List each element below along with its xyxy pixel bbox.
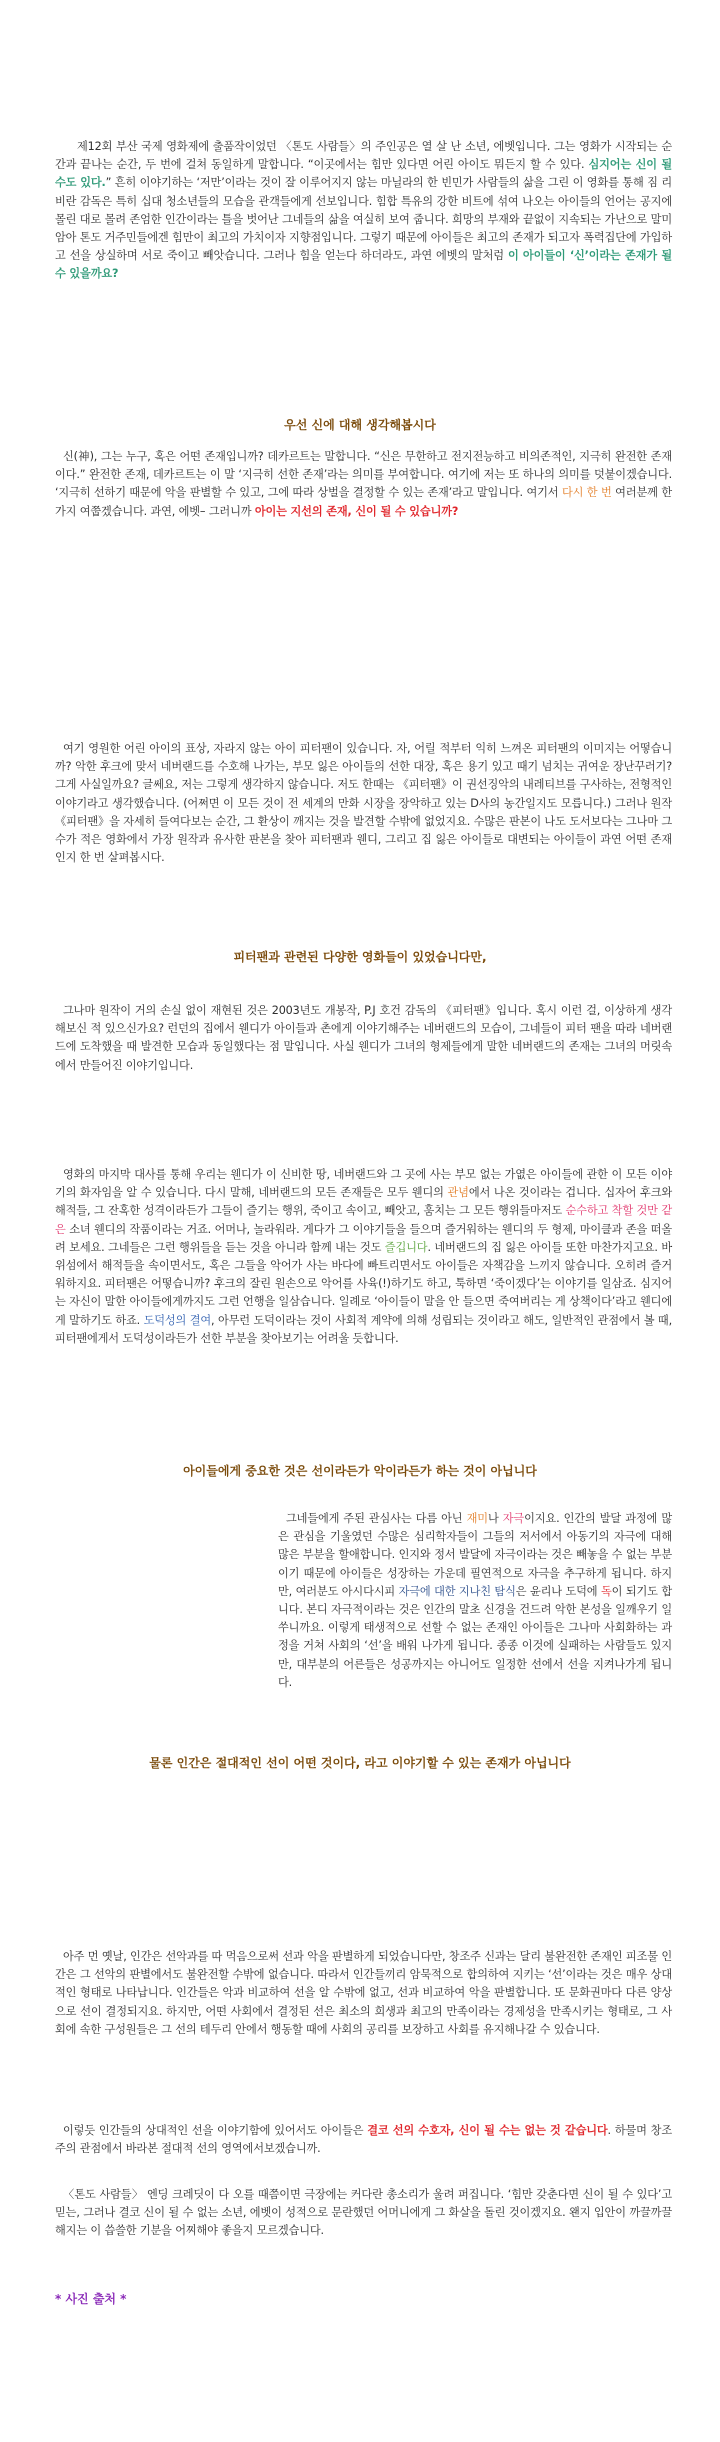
dialogue-text-e: , 아무런 도덕이라는 것이 사회적 계약에 의해 성립되는 것이라고 해도, 일반적인 관점에서 볼 때, 피터팬에게서 도덕성이라든가 선한 부분을 찾아보기는 어려울 듯합니다. (55, 1313, 672, 1345)
section-heading-films: 피터팬과 관련된 다양한 영화들이 있었습니다만, (233, 950, 487, 964)
dialogue-highlight-enjoy: 즐깁니다 (384, 1240, 428, 1254)
god-highlight-question: 아이는 지선의 존재, 신이 될 수 있습니까? (254, 504, 459, 518)
interest-highlight-craving: 자극에 대한 지나친 탐식 (398, 1584, 516, 1598)
film-paragraph: 그나마 원작이 거의 손실 없이 재현된 것은 2003년도 개봉작, P.J 호건 감독의 《피터팬》입니다. 혹시 이런 걸, 이상하게 생각해보신 적 있으신가요? 런던의 집에서 웬디가 아이들과 촌에게 이야기해주는 네버랜드의 모습이, 그네들이 피터 팬을 따라 네버랜드에 도착했을 때 발견한 모습과 동일했다는 점 말입니다. 사실 웬디가 그녀의 형제들에게 말한 네버랜드의 존재는 그녀의 머릿속에서 만들어진 이야기입니다. (55, 1004, 672, 1072)
intro-highlight-question: 이 아이들이 ‘신’이라는 존재가 될 수 있을까요? (55, 249, 672, 281)
god-text-1: 신(神), 그는 누구, 혹은 어떤 존재입니까? 데카르트는 말합니다. “신은 무한하고 전지전능하고 비의존적인, 지극히 완전한 존재이다.” 완전한 존재, 데카르트는 이 말 ‘지극히 선한 존재’라는 의미를 부여합니다. 여기에 저는 또 하나의 의미를 덧붙이겠습니다. ‘지극히 선하기 때문에 악을 판별할 수 있고, 그에 따라 상벌을 결정할 수 있는 존재’라고 말입니다. 여기서 (55, 450, 672, 500)
dialogue-paragraph (55, 1166, 672, 1348)
dialogue-highlight-idea: 관념 (447, 1186, 469, 1200)
peterpan-paragraph: 여기 영원한 어린 아이의 표상, 자라지 않는 아이 피터팬이 있습니다. 자, 어릴 적부터 익히 느껴온 피터팬의 이미지는 어떻습니까? 악한 후크에 맞서 네버랜드를 수호해 나가는, 부모 잃은 아이들의 선한 대장, 혹은 용기 있고 때기 넘치는 귀여운 장난꾸러기? 그게 사실일까요? 글쎄요, 저는 그렇게 생각하지 않습니다. 저도 한때는 《피터팬》이 권선징악의 내레티브를 구사하는, 전형적인 이야기라고 생각했습니다. (어쩌면 이 모든 것이 전 세계의 만화 시장을 장악하고 있는 D사의 농간일지도 모릅니다.) 그러나 원작 《피터팬》을 자세히 들여다보는 순간, 그 환상이 깨지는 것을 발견할 수밖에 없었지요. 수많은 판본이 나도 도서보다는 그나마 그 수가 적은 영화에서 가장 원작과 유사한 판본을 찾아 피터팬과 웬디, 그리고 집 잃은 아이들로 대변되는 아이들이 과연 어떤 존재인지 한 번 살펴봅시다. (55, 742, 672, 865)
god-highlight-again: 다시 한 번 (561, 486, 612, 500)
interest-text-a: 그네들에게 주된 관심사는 다름 아닌 (286, 1512, 467, 1525)
photo-source: * 사진 출처 * (55, 2292, 127, 2306)
dialogue-highlight-morality: 도덕성의 결여 (143, 1313, 212, 1327)
intro-text-1: 제12회 부산 국제 영화제에 출품작이었던 〈톤도 사람들〉의 주인공은 열 살 난 소년, 에벳입니다. 그는 영화가 시작되는 순간과 끝나는 순간, 두 번에 걸쳐 동일하게 말합니다. “이곳에서는 힘만 있다면 어린 아이도 뭐든지 할 수 있다. (55, 140, 672, 172)
interest-text-c: 은 윤리나 도덕에 (515, 1584, 601, 1598)
dialogue-highlight-innocent: 순수하고 착할 것만 같은 (55, 1204, 672, 1236)
relative-text-a: 이렇듯 인간들의 상대적인 선을 이야기함에 있어서도 아이들은 (63, 2124, 368, 2137)
dialogue-text-c: 소녀 웬디의 작품이라는 거죠. 어머나, 놀라워라. 게다가 그 이야기들을 들으며 즐거워하는 웬디의 두 형제, 마이클과 존을 떠올려 보세요. 그네들은 그런 행위들을 듣는 것을 아니라 함께 내는 것도 (55, 1222, 672, 1254)
interest-highlight-stimulus: 자극 (502, 1512, 525, 1525)
dialogue-text-b: 에서 나온 것이라는 겁니다. 십자어 후크와 해적들, 그 잔혹한 성격이라든가 그들이 즐기는 행위, 죽이고 속이고, 빼앗고, 훔치는 그 모든 행위들마저도 (55, 1186, 673, 1218)
intro-text-2: ” 흔히 이야기하는 ‘저만’이라는 것이 잘 이루어지지 않는 마닐라의 한 빈민가 사람들의 삶을 그린 이 영화를 통해 짐 리비란 감독은 특히 십대 청소년들의 모습을 관객들에게 선보입니다. 힘합 특유의 강한 비트에 섞여 나오는 아이들의 언어는 공지에 몰린 대로 몰려 존엄한 인간이라는 틀을 벗어난 그네들의 삶을 여실히 보여 줍니다. 희망의 부재와 끝없이 지속되는 가난으로 말미암아 톤도 거주민들에겐 힘만이 최고의 가치이자 지향점입니다. 그렇기 때문에 아이들은 최고의 존재가 되고자 폭력집단에 가입하고 선을 상실하며 서로 죽이고 빼앗습니다. 그러나 힘을 얻는다 하더라도, 과연 에벳의 말처럼 (55, 176, 672, 263)
interest-text-d: 이 되기도 합니다. 본디 자극적이라는 것은 인간의 말초 신경을 건드려 악한 본성을 일깨우기 일쑤니까요. 이렇게 태생적으로 선할 수 없는 존재인 아이들은 그나마 사회화하는 과정을 거쳐 사회의 ‘선’을 배워 나가게 됩니다. 종종 이것에 실패하는 사람들도 있지만, 대부분의 어른들은 성공까지는 아니어도 일정한 선에서 선을 지켜나가게 됩니다. (278, 1584, 672, 1689)
interest-text-mid: 나 (487, 1512, 503, 1525)
society-paragraph: 아주 먼 옛날, 인간은 선악과를 따 먹음으로써 선과 악을 판별하게 되었습니다만, 창조주 신과는 달리 불완전한 존재인 피조물 인간은 그 선악의 판별에서도 불완전할 수밖에 없습니다. 따라서 인간들끼리 암묵적으로 합의하여 지키는 ‘선’이라는 것은 매우 상대적인 형태로 나타납니다. 인간들은 악과 비교하여 선을 알 수밖에 없고, 선과 비교하여 악을 판별합니다. 또 문화권마다 다른 양상으로 선이 결정되지요. 하지만, 어떤 사회에서 결정된 선은 최소의 희생과 최고의 만족이라는 경제성을 만족시키는 형태로, 그 사회에 속한 구성원들은 그 선의 테두리 안에서 행동할 때에 사회의 공리를 보장하고 사회를 유지해나갈 수 있습니다. (55, 1950, 672, 2036)
interest-highlight-fun: 재미 (466, 1512, 488, 1525)
ending-paragraph: 〈톤도 사람들〉 엔딩 크레딧이 다 오를 때쯤이면 극장에는 커다란 총소리가 울려 퍼집니다. ‘힘만 갖춘다면 신이 될 수 있다’고 믿는, 그러나 결코 신이 될 수 없는 소년, 에벳이 성적으로 문란했던 어머니에게 그 화살을 돌린 것이겠지요. 왠지 입안이 까끌까끌해지는 이 씁쓸한 기분을 어찌해야 좋을지 모르겠습니다. (55, 2188, 672, 2238)
relative-highlight: 결코 선의 수호자, 신이 될 수는 없는 것 같습니다 (367, 2124, 608, 2137)
intro-paragraph (55, 138, 672, 284)
god-paragraph (55, 448, 672, 521)
intro-highlight-god: 심지어는 신이 될 수도 있다. (55, 158, 672, 190)
dialogue-text-a: 영화의 마지막 대사를 통해 우리는 웬디가 이 신비한 땅, 네버랜드와 그 곳에 사는 부모 없는 가엾은 아이들에 관한 이 모든 이야기의 화자임을 알 수 있습니다. 다시 말해, 네버랜드의 모든 존재들은 모두 웬디의 (55, 1168, 672, 1200)
interest-text-b: 이지요. 인간의 발달 과정에 많은 관심을 기울였던 수많은 심리학자들이 그들의 저서에서 아동기의 자극에 대해 많은 부분을 할애합니다. 인지와 정서 발달에 자극이라는 것은 빼놓을 수 없는 부분이기 때문에 아이들은 성장하는 가운데 필연적으로 자극을 추구하게 됩니다. 하지만, 여러분도 아시다시피 (278, 1512, 672, 1598)
relative-text-b: . 하물며 창조주의 관점에서 바라본 절대적 선의 영역에서보겠습니까. (55, 2124, 672, 2156)
interest-highlight-poison: 독 (600, 1584, 612, 1598)
section-heading-children: 아이들에게 중요한 것은 선이라든가 악이라든가 하는 것이 아닙니다 (183, 1464, 537, 1478)
interest-paragraph (278, 1510, 672, 1692)
relative-paragraph (55, 2122, 672, 2158)
section-heading-absolute-good: 물론 인간은 절대적인 선이 어떤 것이다, 라고 이야기할 수 있는 존재가 아닙니다 (149, 1756, 571, 1770)
god-text-2: 여러분께 한 가지 여쭙겠습니다. 과연, 에벳– 그러니까 (55, 486, 672, 518)
dialogue-text-d: . 네버랜드의 집 잃은 아이들 또한 마찬가지고요. 바위섬에서 해적들을 속이면서도, 혹은 그들을 악어가 사는 바다에 빠트리면서도 아이들은 자책감을 느끼지 않습니다. 오히려 즐거워하지요. 피터팬은 어떻습니까? 후크의 잘린 원손으로 악어를 사육(!)하기도 하고, 툭하면 ‘죽이겠다’는 이야기를 일삼죠. 심지어는 자신이 말한 아이들에게까지도 그런 언행을 일삼습니다. 일례로 ‘아이들이 말을 안 들으면 죽여버리는 게 상책이다’라고 웬디에게 말하기도 하죠. (55, 1240, 672, 1327)
section-heading-god: 우선 신에 대해 생각해봅시다 (284, 418, 436, 432)
